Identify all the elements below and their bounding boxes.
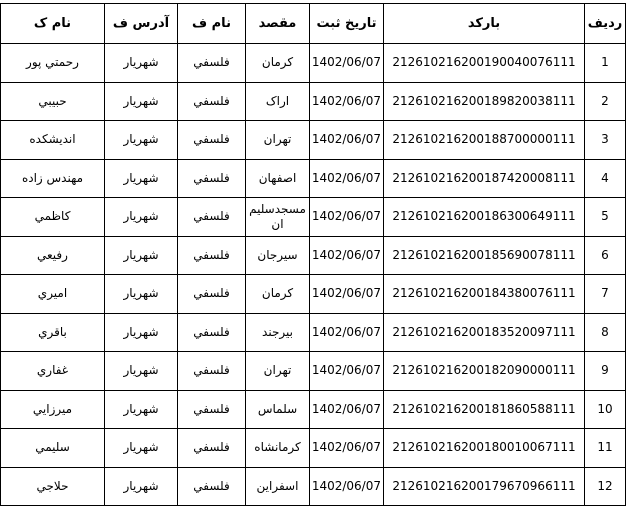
cell-receiver-name: اميري <box>1 275 105 314</box>
cell-destination: کرمان <box>246 275 310 314</box>
cell-reg-date: 1402/06/07 <box>310 313 384 352</box>
table-row <box>1 275 626 314</box>
cell-reg-date: 1402/06/07 <box>310 198 384 237</box>
table-row <box>1 159 626 198</box>
cell-row-num: 4 <box>585 159 626 198</box>
cell-reg-date: 1402/06/07 <box>310 390 384 429</box>
cell-sender-name: فلسفي <box>178 429 246 468</box>
cell-receiver-name: حبيبي <box>1 82 105 121</box>
table-row <box>1 390 626 429</box>
cell-sender-address: شهريار <box>105 82 178 121</box>
table-row <box>1 352 626 391</box>
cell-sender-name: فلسفي <box>178 121 246 160</box>
cell-barcode: 212610216200183520097111 <box>384 313 585 352</box>
cell-receiver-name: حلاجي <box>1 467 105 506</box>
cell-row-num: 12 <box>585 467 626 506</box>
cell-barcode: 212610216200184380076111 <box>384 275 585 314</box>
cell-receiver-name: رحمتي پور <box>1 44 105 83</box>
cell-sender-name: فلسفي <box>178 236 246 275</box>
cell-sender-name: فلسفي <box>178 313 246 352</box>
cell-destination: تهران <box>246 352 310 391</box>
cell-sender-address: شهريار <box>105 467 178 506</box>
cell-receiver-name: انديشكده <box>1 121 105 160</box>
cell-destination: سيرجان <box>246 236 310 275</box>
cell-sender-address: شهريار <box>105 275 178 314</box>
cell-receiver-name: رفيعي <box>1 236 105 275</box>
cell-sender-name: فلسفي <box>178 467 246 506</box>
cell-destination: کرمان <box>246 44 310 83</box>
cell-row-num: 9 <box>585 352 626 391</box>
cell-sender-address: شهريار <box>105 429 178 468</box>
cell-destination: کرمانشاه <box>246 429 310 468</box>
cell-barcode: 212610216200186300649111 <box>384 198 585 237</box>
cell-destination: اسفراين <box>246 467 310 506</box>
cell-sender-name: فلسفي <box>178 352 246 391</box>
cell-reg-date: 1402/06/07 <box>310 236 384 275</box>
cell-sender-address: شهريار <box>105 236 178 275</box>
header-sender-name: نام ف <box>178 4 246 44</box>
cell-receiver-name: غفاري <box>1 352 105 391</box>
cell-barcode: 212610216200179670966111 <box>384 467 585 506</box>
cell-sender-address: شهريار <box>105 198 178 237</box>
cell-row-num: 11 <box>585 429 626 468</box>
cell-destination: اراک <box>246 82 310 121</box>
cell-sender-name: فلسفي <box>178 198 246 237</box>
cell-barcode: 212610216200189820038111 <box>384 82 585 121</box>
cell-row-num: 8 <box>585 313 626 352</box>
cell-sender-address: شهريار <box>105 390 178 429</box>
header-receiver-name: نام ک <box>1 4 105 44</box>
cell-barcode: 212610216200185690078111 <box>384 236 585 275</box>
cell-barcode: 212610216200182090000111 <box>384 352 585 391</box>
cell-row-num: 1 <box>585 44 626 83</box>
cell-row-num: 10 <box>585 390 626 429</box>
cell-sender-name: فلسفي <box>178 159 246 198</box>
cell-row-num: 5 <box>585 198 626 237</box>
cell-receiver-name: مهندس زاده <box>1 159 105 198</box>
cell-receiver-name: سليمي <box>1 429 105 468</box>
cell-barcode: 212610216200190040076111 <box>384 44 585 83</box>
header-row-num: ردیف <box>585 4 626 44</box>
header-row <box>1 4 626 44</box>
cell-sender-address: شهريار <box>105 44 178 83</box>
cell-reg-date: 1402/06/07 <box>310 121 384 160</box>
table-row <box>1 467 626 506</box>
table-row <box>1 44 626 83</box>
cell-row-num: 6 <box>585 236 626 275</box>
cell-sender-address: شهريار <box>105 352 178 391</box>
cell-row-num: 3 <box>585 121 626 160</box>
cell-reg-date: 1402/06/07 <box>310 275 384 314</box>
cell-reg-date: 1402/06/07 <box>310 467 384 506</box>
cell-destination: مسجدسليم ان <box>246 198 310 237</box>
cell-sender-address: شهريار <box>105 313 178 352</box>
table-row <box>1 429 626 468</box>
cell-sender-name: فلسفي <box>178 44 246 83</box>
cell-sender-address: شهريار <box>105 159 178 198</box>
cell-sender-address: شهريار <box>105 121 178 160</box>
table-row <box>1 198 626 237</box>
cell-barcode: 212610216200180010067111 <box>384 429 585 468</box>
cell-barcode: 212610216200187420008111 <box>384 159 585 198</box>
header-reg-date: تاریخ ثبت <box>310 4 384 44</box>
cell-barcode: 212610216200181860588111 <box>384 390 585 429</box>
header-destination: مقصد <box>246 4 310 44</box>
cell-sender-name: فلسفي <box>178 390 246 429</box>
cell-sender-name: فلسفي <box>178 82 246 121</box>
cell-receiver-name: باقري <box>1 313 105 352</box>
table-row <box>1 121 626 160</box>
header-barcode: بارکد <box>384 4 585 44</box>
cell-row-num: 2 <box>585 82 626 121</box>
cell-receiver-name: ميرزايي <box>1 390 105 429</box>
cell-reg-date: 1402/06/07 <box>310 82 384 121</box>
cell-barcode: 212610216200188700000111 <box>384 121 585 160</box>
cell-reg-date: 1402/06/07 <box>310 429 384 468</box>
cell-reg-date: 1402/06/07 <box>310 352 384 391</box>
table-row <box>1 236 626 275</box>
table-row <box>1 82 626 121</box>
shipment-table <box>0 3 626 506</box>
cell-row-num: 7 <box>585 275 626 314</box>
cell-sender-name: فلسفي <box>178 275 246 314</box>
cell-destination: تهران <box>246 121 310 160</box>
cell-receiver-name: كاظمي <box>1 198 105 237</box>
cell-destination: سلماس <box>246 390 310 429</box>
header-sender-address: آدرس ف <box>105 4 178 44</box>
table-row <box>1 313 626 352</box>
cell-destination: اصفهان <box>246 159 310 198</box>
cell-reg-date: 1402/06/07 <box>310 159 384 198</box>
cell-reg-date: 1402/06/07 <box>310 44 384 83</box>
cell-destination: بيرجند <box>246 313 310 352</box>
